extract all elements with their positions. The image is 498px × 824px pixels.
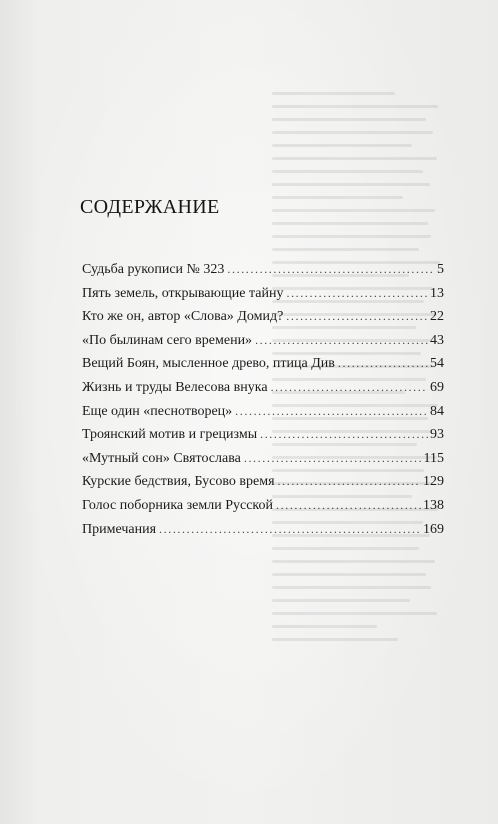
toc-entry-page-number: 54 [430,356,444,372]
dot-leader [286,282,428,306]
dot-leader [286,305,428,329]
toc-entry-page-number: 115 [423,450,444,466]
toc-entry-page-number: 84 [430,403,444,419]
toc-entry-page-number: 129 [423,474,444,490]
toc-entry[interactable] [82,258,444,282]
toc-entry-page-number: 22 [430,309,444,325]
table-of-contents [82,258,444,541]
dot-leader [278,470,421,494]
dot-leader [235,400,428,424]
dot-leader [271,376,428,400]
toc-entry-title: «По былинам сего времени» [82,332,253,348]
toc-entry-page-number: 138 [423,497,444,513]
toc-entry[interactable] [82,376,444,400]
dot-leader [227,258,435,282]
dot-leader [255,329,428,353]
toc-entry-title: Еще один «песнотворец» [82,403,233,419]
dot-leader [276,494,421,518]
toc-entry-page-number: 43 [430,332,444,348]
toc-entry[interactable] [82,400,444,424]
toc-entry-page-number: 13 [430,285,444,301]
contents-heading: СОДЕРЖАНИЕ [80,196,220,218]
toc-entry-page-number: 93 [430,427,444,443]
toc-entry[interactable] [82,423,444,447]
dot-leader [338,352,428,376]
dot-leader [260,423,428,447]
toc-entry-title: Судьба рукописи № 323 [82,262,225,277]
toc-entry-title: Вещий Боян, мысленное древо, птица Див [82,356,335,372]
toc-entry[interactable] [82,447,444,471]
toc-entry-title: Курские бедствия, Бусово время [82,474,275,490]
toc-entry-title: Кто же он, автор «Слова» Домид? [82,309,284,325]
toc-entry-title: «Мутный сон» Святослава [82,450,241,466]
toc-entry[interactable] [82,352,444,376]
toc-entry-page-number: 69 [430,379,444,395]
toc-entry-page-number: 169 [423,521,444,537]
toc-entry-title: Пять земель, открывающие тайну [82,285,284,301]
toc-entry[interactable] [82,329,444,353]
toc-entry[interactable] [82,494,444,518]
toc-entry[interactable] [82,470,444,494]
toc-entry[interactable] [82,305,444,329]
dot-leader [159,518,421,542]
dot-leader [244,447,422,471]
toc-entry-title: Голос поборника земли Русской [82,497,274,513]
toc-entry[interactable] [82,282,444,306]
toc-entry-page-number: 5 [437,262,444,277]
toc-entry-title: Примечания [82,521,157,537]
toc-entry[interactable] [82,518,444,542]
toc-entry-title: Троянский мотив и грецизмы [82,427,258,443]
toc-entry-title: Жизнь и труды Велесова внука [82,379,268,395]
